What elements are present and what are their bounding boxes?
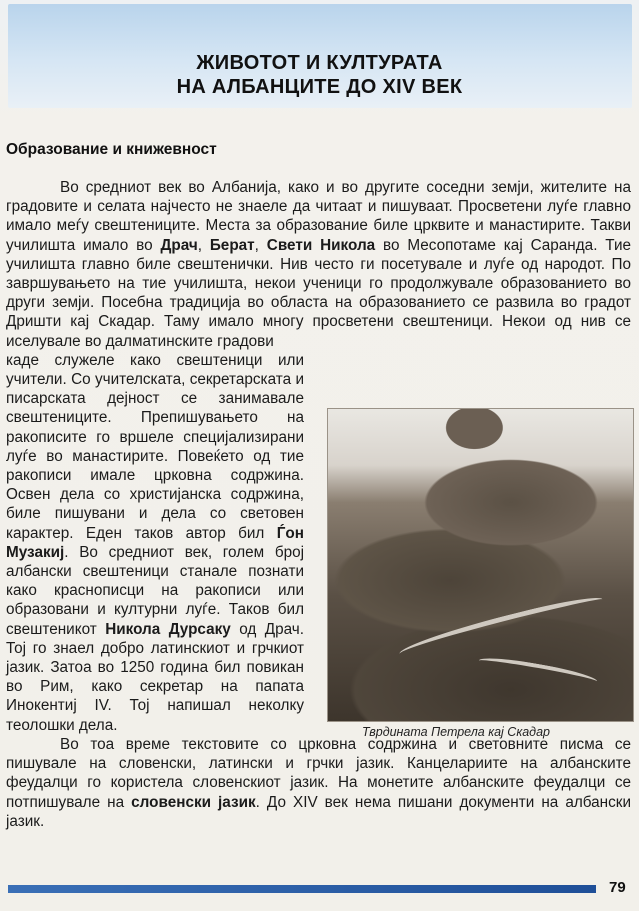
emphasis-slavic-language: словенски јазик (131, 793, 256, 811)
chapter-title-line-2: НА АЛБАНЦИТЕ ДО XIV ВЕК (176, 76, 463, 98)
author-nikola-dursaku: Никола Дурсаку (105, 620, 231, 638)
author-gjon-muzakij: Ѓон Музакиј (6, 524, 304, 561)
place-drach: Драч (160, 236, 198, 254)
page-number: 79 (609, 879, 626, 896)
road-decoration (478, 654, 599, 689)
fortress-photo (327, 408, 634, 722)
paragraph-1: Во средниот век во Албанија, како и во другите соседни земји, жителите на градовите и селата најчесто не знаеле да читаат и пишуваат. Просветени луѓе главно имало меѓу свештениците. Места за образование биле црквите и манастирите. Такви училишта имало во Драч, Берат, Свети Никола во Месопотаме кај Саранда. Тие училишта главно биле свештенички. Нив често ги посетувале и луѓе од народот. По завршувањето на тие училишта, некои ученици го продолжувале образованието во други земји. Посебна традиција во областа на образованието се развила во градот Дришти кај Скадар. Таму имало многу просветени свештеници. Некои од нив се иселувале во далматинските градови (6, 179, 632, 350)
section-heading: Образование и книжевност (6, 141, 217, 158)
paragraph-2: Во тоа време текстовите со црковна содржина и световните писма се пишувале на словенски, латински и грчки јазик. Канцелариите на албанските феудалци го користела словенскиот јазик. На монетите албанските феудалци се потпишувале на словенски јазик. До XIV век нема пишани документи на албански јазик. (6, 735, 631, 830)
chapter-title-line-1: ЖИВОТОТ И КУЛТУРАТА (196, 52, 443, 74)
place-berat: Берат (209, 236, 255, 254)
place-sveti-nikola: Свети Никола (266, 236, 376, 254)
paragraph-1-continued: каде служеле како свештеници или учители. Со учителската, секретарската и писарската дејност се занимавале свештениците. Препишувањето на ракописите го вршеле специјализирани луѓе во манастирите. Повеќето од тие ракописи имале црковна содржина. Освен дела со христијанска содржина, биле пишувани и дела со световен карактер. Еден таков автор бил Ѓон Музакиј. Во средниот век, голем број албански свештеници станале познати како краснописци на ракописи или образовани и културни луѓе. Таков бил свештеникот Никола Дурсаку од Драч. Тој го знаел добро латинскиот и грчкиот јазик. Затоа во 1250 година бил повикан во Рим, како секретар на папата Инокентиј IV. Тој напишал неколку теолошки дела. (6, 351, 304, 734)
road-decoration (397, 592, 605, 661)
footer-bar (8, 885, 596, 893)
photo-caption: Тврдината Петрела кај Скадар (362, 725, 550, 739)
